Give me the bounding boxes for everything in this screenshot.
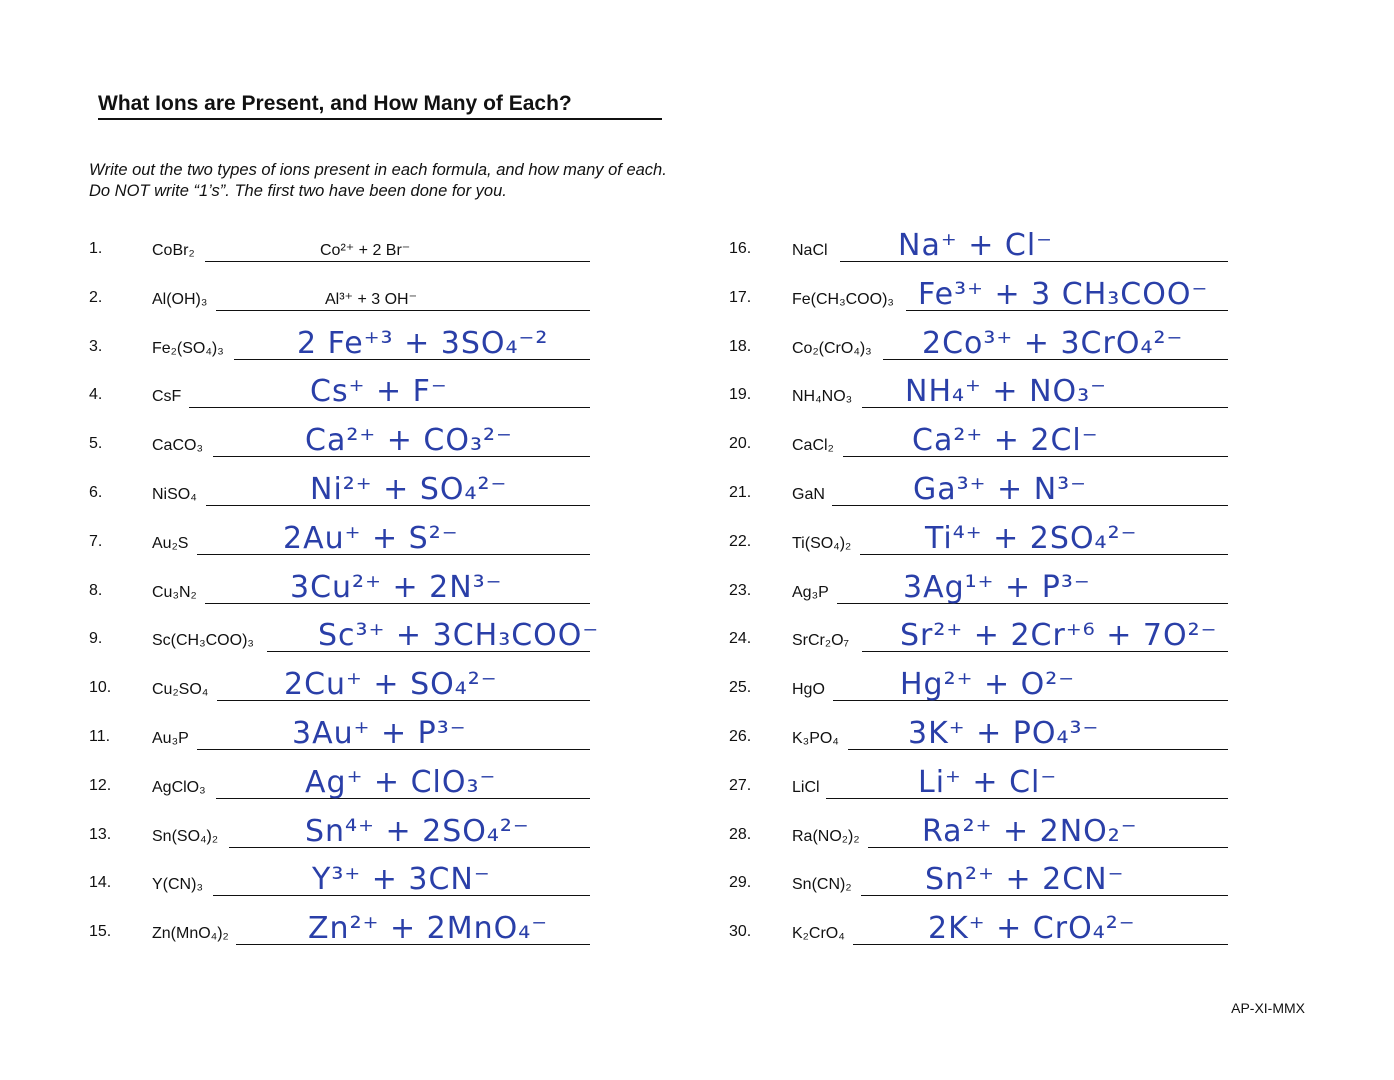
question-row [0, 466, 1394, 506]
question-number: 25. [729, 679, 752, 697]
handwritten-answer: Hg²⁺ + O²⁻ [900, 667, 1076, 703]
chemical-formula: Sc(CH₃COO)₃ [152, 632, 254, 650]
chemical-formula: NaCl [792, 242, 828, 259]
question-row [0, 856, 1394, 896]
chemical-formula: Au₂S [152, 534, 189, 552]
chemical-formula: Al(OH)₃ [152, 290, 208, 308]
question-row [0, 759, 1394, 799]
question-row [0, 661, 1394, 701]
question-number: 24. [729, 630, 752, 648]
question-number: 28. [729, 825, 752, 843]
chemical-formula: CaCl₂ [792, 437, 834, 455]
handwritten-answer: 2 Fe⁺³ + 3SO₄⁻² [297, 325, 549, 361]
question-number: 18. [729, 337, 752, 355]
question-number: 15. [89, 923, 112, 941]
handwritten-answer: Li⁺ + Cl⁻ [918, 764, 1058, 800]
handwritten-answer: NH₄⁺ + NO₃⁻ [905, 374, 1107, 410]
question-number: 11. [89, 728, 111, 745]
chemical-formula: Zn(MnO₄)₂ [152, 925, 229, 943]
typed-answer: Co²⁺ + 2 Br⁻ [320, 242, 411, 259]
question-number: 29. [729, 874, 752, 892]
question-number: 6. [89, 484, 103, 501]
question-number: 30. [729, 923, 752, 941]
chemical-formula: CoBr₂ [152, 242, 195, 259]
question-number: 10. [89, 679, 112, 697]
chemical-formula: CaCO₃ [152, 437, 203, 455]
chemical-formula: SrCr₂O₇ [792, 632, 850, 650]
handwritten-answer: Na⁺ + Cl⁻ [898, 228, 1053, 263]
chemical-formula: Ti(SO₄)₂ [792, 534, 852, 552]
chemical-formula: Au₃P [152, 730, 189, 747]
handwritten-answer: 2Co³⁺ + 3CrO₄²⁻ [922, 325, 1184, 361]
handwritten-answer: 3Cu²⁺ + 2N³⁻ [290, 569, 503, 605]
handwritten-answer: 2Au⁺ + S²⁻ [283, 520, 459, 556]
question-row [0, 417, 1394, 457]
handwritten-answer: 3K⁺ + PO₄³⁻ [908, 716, 1100, 751]
chemical-formula: K₂CrO₄ [792, 925, 845, 943]
handwritten-answer: 3Au⁺ + P³⁻ [292, 716, 467, 751]
handwritten-answer: 2K⁺ + CrO₄²⁻ [928, 911, 1136, 947]
chemical-formula: Sn(SO₄)₂ [152, 827, 219, 845]
question-row [0, 612, 1394, 652]
question-number: 22. [729, 532, 752, 550]
handwritten-answer: Sn²⁺ + 2CN⁻ [925, 862, 1125, 898]
handwritten-answer: Sr²⁺ + 2Cr⁺⁶ + 7O²⁻ [900, 618, 1218, 654]
handwritten-answer: Ti⁴⁺ + 2SO₄²⁻ [925, 520, 1138, 556]
handwritten-answer: Sn⁴⁺ + 2SO₄²⁻ [305, 813, 530, 849]
question-number: 17. [729, 288, 752, 306]
chemical-formula: Fe(CH₃COO)₃ [792, 290, 894, 308]
chemical-formula: Cu₂SO₄ [152, 681, 209, 699]
question-number: 16. [729, 240, 752, 257]
question-number: 26. [729, 728, 752, 745]
question-number: 3. [89, 337, 103, 355]
question-number: 9. [89, 630, 103, 648]
typed-answer: Al³⁺ + 3 OH⁻ [325, 290, 418, 308]
chemical-formula: Ra(NO₂)₂ [792, 827, 860, 845]
question-number: 27. [729, 776, 752, 794]
chemical-formula: Ag₃P [792, 583, 829, 601]
handwritten-answer: Fe³⁺ + 3 CH₃COO⁻ [918, 276, 1209, 312]
handwritten-answer: Y³⁺ + 3CN⁻ [312, 862, 491, 898]
question-row [0, 368, 1394, 408]
question-number: 8. [89, 581, 103, 599]
handwritten-answer: Ga³⁺ + N³⁻ [913, 472, 1088, 507]
question-number: 23. [729, 581, 752, 599]
chemical-formula: LiCl [792, 778, 820, 796]
worksheet-title: What Ions are Present, and How Many of Each? [98, 92, 662, 120]
question-number: 2. [89, 288, 103, 306]
chemical-formula: NiSO₄ [152, 486, 197, 503]
question-number: 5. [89, 435, 103, 453]
handwritten-answer: Cs⁺ + F⁻ [310, 374, 448, 410]
handwritten-answer: Ra²⁺ + 2NO₂⁻ [922, 813, 1138, 849]
handwritten-answer: Ni²⁺ + SO₄²⁻ [310, 472, 508, 507]
question-row [0, 710, 1394, 750]
question-number: 14. [89, 874, 112, 892]
chemical-formula: Co₂(CrO₄)₃ [792, 339, 872, 357]
question-number: 19. [729, 386, 752, 404]
question-row [0, 905, 1394, 945]
question-number: 12. [89, 776, 112, 794]
chemical-formula: Y(CN)₃ [152, 876, 203, 894]
chemical-formula: Sn(CN)₂ [792, 876, 852, 894]
question-number: 13. [89, 825, 112, 843]
question-number: 1. [89, 240, 103, 257]
chemical-formula: K₃PO₄ [792, 730, 839, 747]
chemical-formula: GaN [792, 486, 825, 503]
chemical-formula: CsF [152, 388, 182, 406]
handwritten-answer: Zn²⁺ + 2MnO₄⁻ [308, 911, 549, 947]
question-number: 7. [89, 532, 103, 550]
question-number: 20. [729, 435, 752, 453]
question-number: 4. [89, 386, 103, 404]
question-row [0, 222, 1394, 262]
handwritten-answer: Ca²⁺ + CO₃²⁻ [305, 423, 513, 459]
question-row [0, 515, 1394, 555]
question-row [0, 271, 1394, 311]
handwritten-answer: 3Ag¹⁺ + P³⁻ [903, 569, 1091, 605]
chemical-formula: HgO [792, 681, 825, 699]
handwritten-answer: Sc³⁺ + 3CH₃COO⁻ [318, 618, 600, 654]
instructions-text: Write out the two types of ions present in each formula, and how many of each. Do NOT write “1’s”. The first two have been done for you. [89, 161, 667, 200]
question-row [0, 808, 1394, 848]
chemical-formula: NH₄NO₃ [792, 388, 853, 406]
chemical-formula: Cu₃N₂ [152, 583, 197, 601]
question-number: 21. [729, 484, 752, 501]
footer-code: AP-XI-MMX [1231, 1000, 1305, 1016]
handwritten-answer: Ag⁺ + ClO₃⁻ [305, 764, 497, 800]
handwritten-answer: 2Cu⁺ + SO₄²⁻ [284, 667, 498, 703]
handwritten-answer: Ca²⁺ + 2Cl⁻ [912, 423, 1099, 459]
question-row [0, 564, 1394, 604]
chemical-formula: AgClO₃ [152, 778, 206, 796]
question-row [0, 320, 1394, 360]
chemical-formula: Fe₂(SO₄)₃ [152, 339, 224, 357]
